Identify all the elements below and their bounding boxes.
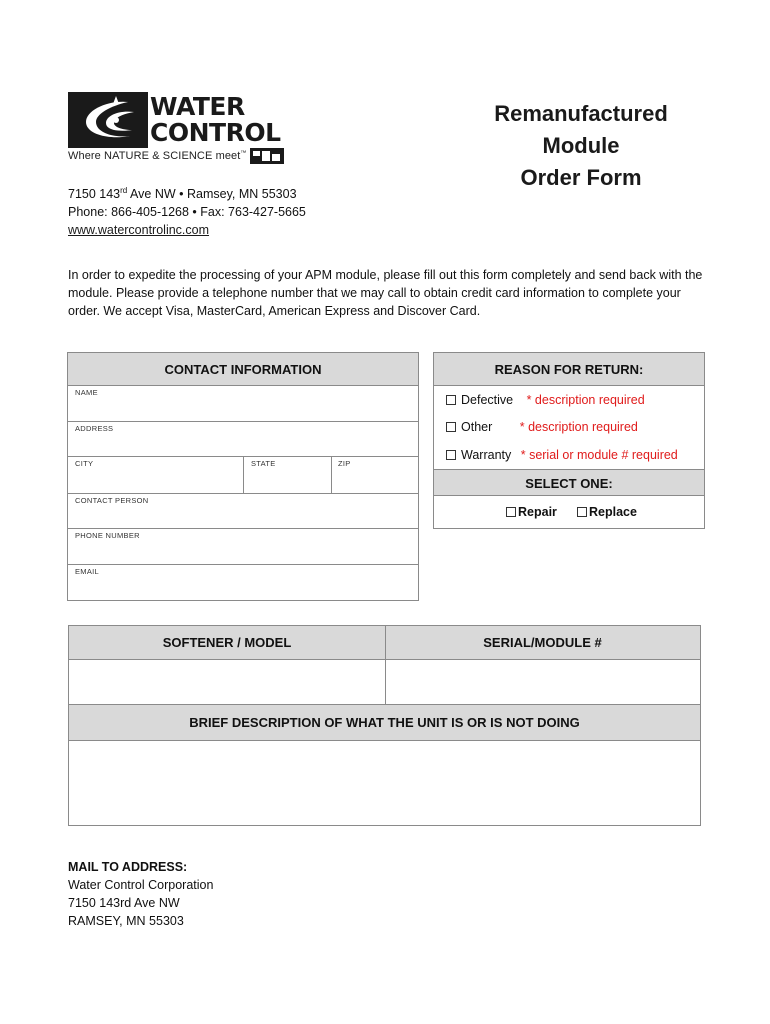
state-zip-divider	[331, 457, 332, 493]
phone-fax: Phone: 866-405-1268 • Fax: 763-427-5665	[68, 205, 306, 220]
intro-paragraph: In order to expedite the processing of your APM module, please fill out this form completely and send back with the module. Please provide a telephone number that we may call to obtain credit card information to complete your order. We accept Visa, MasterCard, American Express and Discover Card.	[68, 268, 703, 318]
other-requirement-note: * description required	[519, 420, 638, 434]
ssg-seal-icon	[250, 148, 284, 164]
city-state-divider	[243, 457, 244, 493]
name-label: NAME	[75, 388, 98, 397]
title-line-2: Module	[542, 133, 620, 158]
street-address: 7150 143rd Ave NW • Ramsey, MN 55303	[68, 186, 297, 202]
phone-number-label: PHONE NUMBER	[75, 531, 140, 540]
contact-person-label: CONTACT PERSON	[75, 496, 149, 505]
zip-label: ZIP	[338, 459, 351, 468]
email-field[interactable]	[68, 565, 418, 600]
contact-information-section	[67, 352, 419, 601]
website-link[interactable]: www.watercontrolinc.com	[68, 223, 210, 238]
company-logo	[68, 92, 286, 166]
state-label: STATE	[251, 459, 276, 468]
option-warranty[interactable]	[446, 448, 678, 462]
description-header: BRIEF DESCRIPTION OF WHAT THE UNIT IS OR IS NOT DOING	[69, 705, 700, 741]
title-line-3: Order Form	[520, 165, 642, 190]
option-repair[interactable]	[506, 505, 557, 519]
repair-label: Repair	[518, 505, 557, 519]
serial-module-header: SERIAL/MODULE #	[483, 635, 602, 650]
repair-checkbox[interactable]	[506, 507, 516, 517]
option-defective[interactable]	[446, 393, 645, 407]
mail-to-address	[68, 858, 213, 930]
warranty-label: Warranty	[461, 448, 512, 462]
reason-header: REASON FOR RETURN:	[434, 353, 704, 386]
address-field[interactable]	[68, 422, 418, 457]
select-one-header: SELECT ONE:	[434, 469, 704, 496]
defective-label: Defective	[461, 393, 514, 407]
unit-details-section	[68, 625, 701, 826]
serial-module-input[interactable]	[386, 660, 700, 704]
option-other[interactable]	[446, 420, 638, 434]
logo-tagline: Where NATURE & SCIENCE meet™	[68, 150, 247, 162]
defective-checkbox[interactable]	[446, 395, 456, 405]
logo-word-water: WATER	[150, 92, 245, 121]
defective-requirement-note: * description required	[526, 393, 645, 407]
contact-person-field[interactable]	[68, 494, 418, 529]
city-state-zip-row	[68, 457, 418, 494]
mail-line-3: RAMSEY, MN 55303	[68, 914, 184, 928]
address-label: ADDRESS	[75, 424, 114, 433]
softener-model-input[interactable]	[69, 660, 385, 704]
warranty-requirement-note: * serial or module # required	[520, 448, 678, 462]
email-label: EMAIL	[75, 567, 100, 576]
company-address	[68, 182, 306, 239]
phone-number-field[interactable]	[68, 529, 418, 565]
logo-word-control: CONTROL	[150, 118, 281, 147]
mail-line-1: Water Control Corporation	[68, 878, 214, 892]
name-field[interactable]	[68, 386, 418, 422]
description-input[interactable]	[69, 741, 700, 825]
mail-heading: MAIL TO ADDRESS:	[68, 860, 188, 874]
replace-label: Replace	[589, 505, 637, 519]
city-label: CITY	[75, 459, 94, 468]
form-title	[470, 98, 692, 194]
model-serial-input-row	[69, 660, 700, 705]
warranty-checkbox[interactable]	[446, 450, 456, 460]
other-checkbox[interactable]	[446, 422, 456, 432]
other-label: Other	[461, 420, 493, 434]
softener-model-header: SOFTENER / MODEL	[162, 635, 292, 650]
replace-checkbox[interactable]	[577, 507, 587, 517]
reason-for-return-section	[433, 352, 705, 529]
water-drop-swoosh-icon	[68, 92, 148, 148]
option-replace[interactable]	[577, 505, 637, 519]
mail-line-2: 7150 143rd Ave NW	[68, 896, 180, 910]
contact-header: CONTACT INFORMATION	[68, 353, 418, 386]
title-line-1: Remanufactured	[494, 101, 668, 126]
